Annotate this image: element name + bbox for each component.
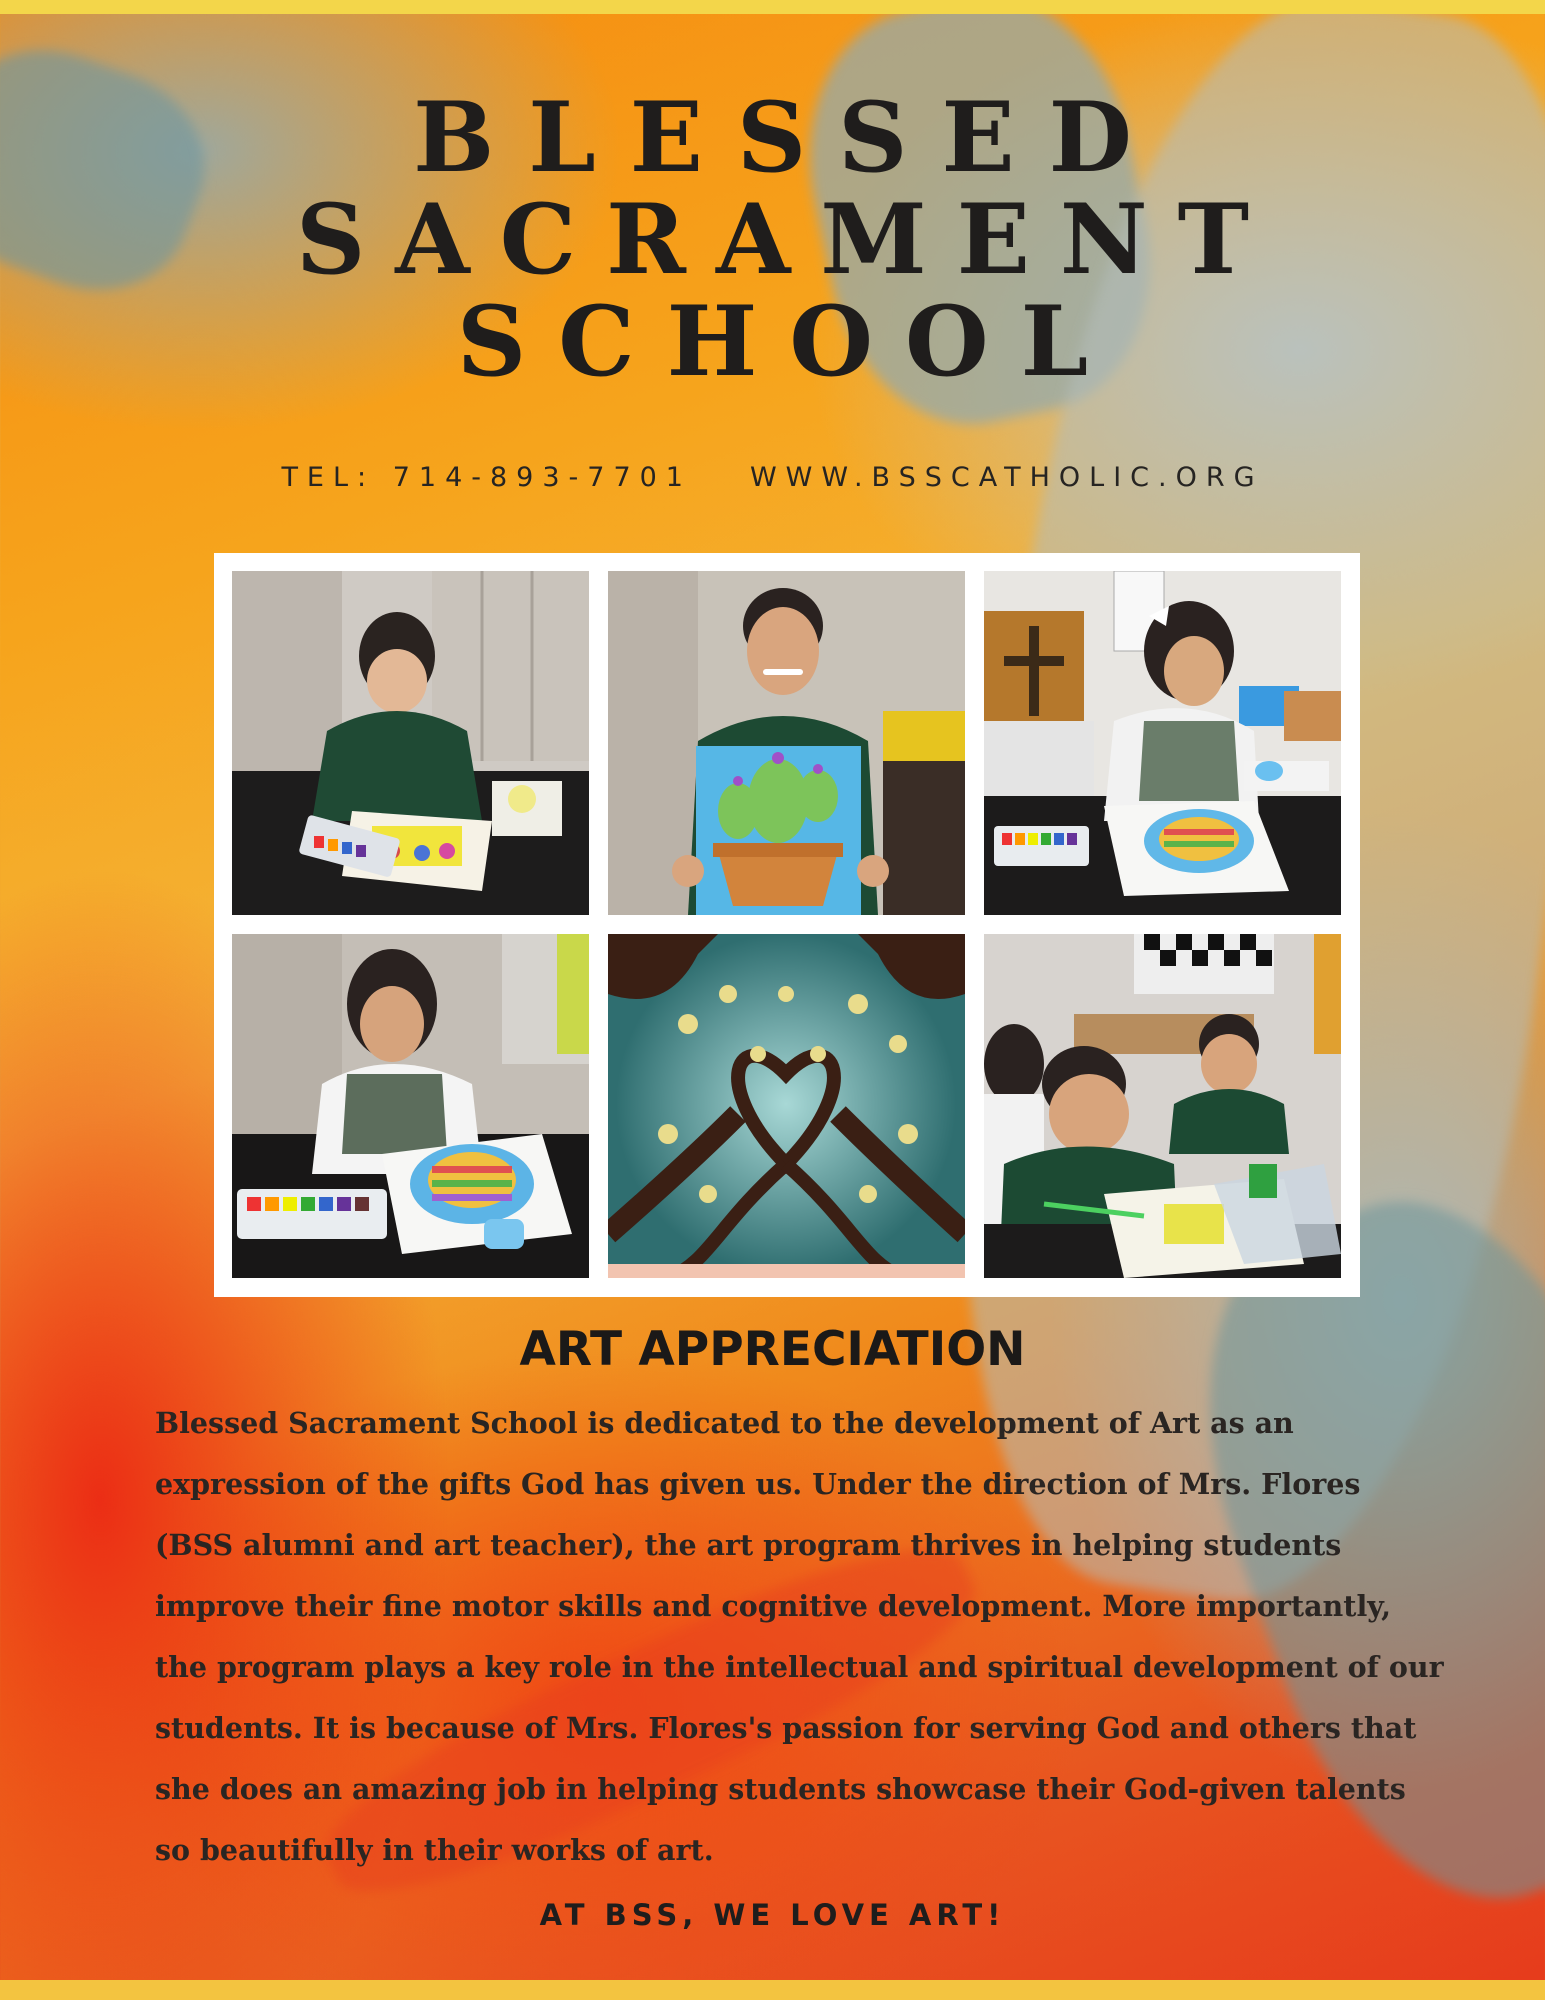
section-heading: ART APPRECIATION [519, 1322, 1026, 1377]
website-link[interactable]: WWW.BSSCATHOLIC.ORG [749, 462, 1264, 493]
school-title-line-2: SACRAMENT [295, 183, 1280, 296]
school-title-line-3: SCHOOL [456, 285, 1121, 398]
photo-tree-painting [608, 934, 965, 1278]
article-body: Blessed Sacrament School is dedicated to the development of Art as an expression of the gifts God has given us. Under the direction of Mrs. Flores (BSS alumni and art teacher), the art program thrives in helping students improve their fine motor skills and cognitive development. More importantly, the program plays a key role in the intellectual and spiritual development of our students. It is because of Mrs. Flores's passion for serving God and others that she does an amazing job in helping students showcase their God-given talents so beautifully in their works of art. [155, 1406, 1444, 1867]
photo-girl-smiling [232, 934, 589, 1278]
phone-number: TEL: 714-893-7701 [281, 462, 692, 493]
boy-painting-image [232, 571, 589, 915]
photo-boy-painting [232, 571, 589, 915]
photo-classroom [984, 934, 1341, 1278]
cactus-painting-image [608, 571, 965, 915]
photo-cactus-painting [608, 571, 965, 915]
school-title-line-1: BLESSED [413, 81, 1166, 194]
photo-girl-painting [984, 571, 1341, 915]
bottom-border [0, 1980, 1545, 2000]
classroom-image [984, 934, 1341, 1278]
tagline: AT BSS, WE LOVE ART! [539, 1898, 1006, 1932]
top-border [0, 0, 1545, 14]
tree-painting-image [608, 934, 965, 1278]
girl-painting-image [984, 571, 1341, 915]
photo-gallery [214, 553, 1360, 1297]
contact-line [0, 462, 1545, 493]
girl-smiling-image [232, 934, 589, 1278]
